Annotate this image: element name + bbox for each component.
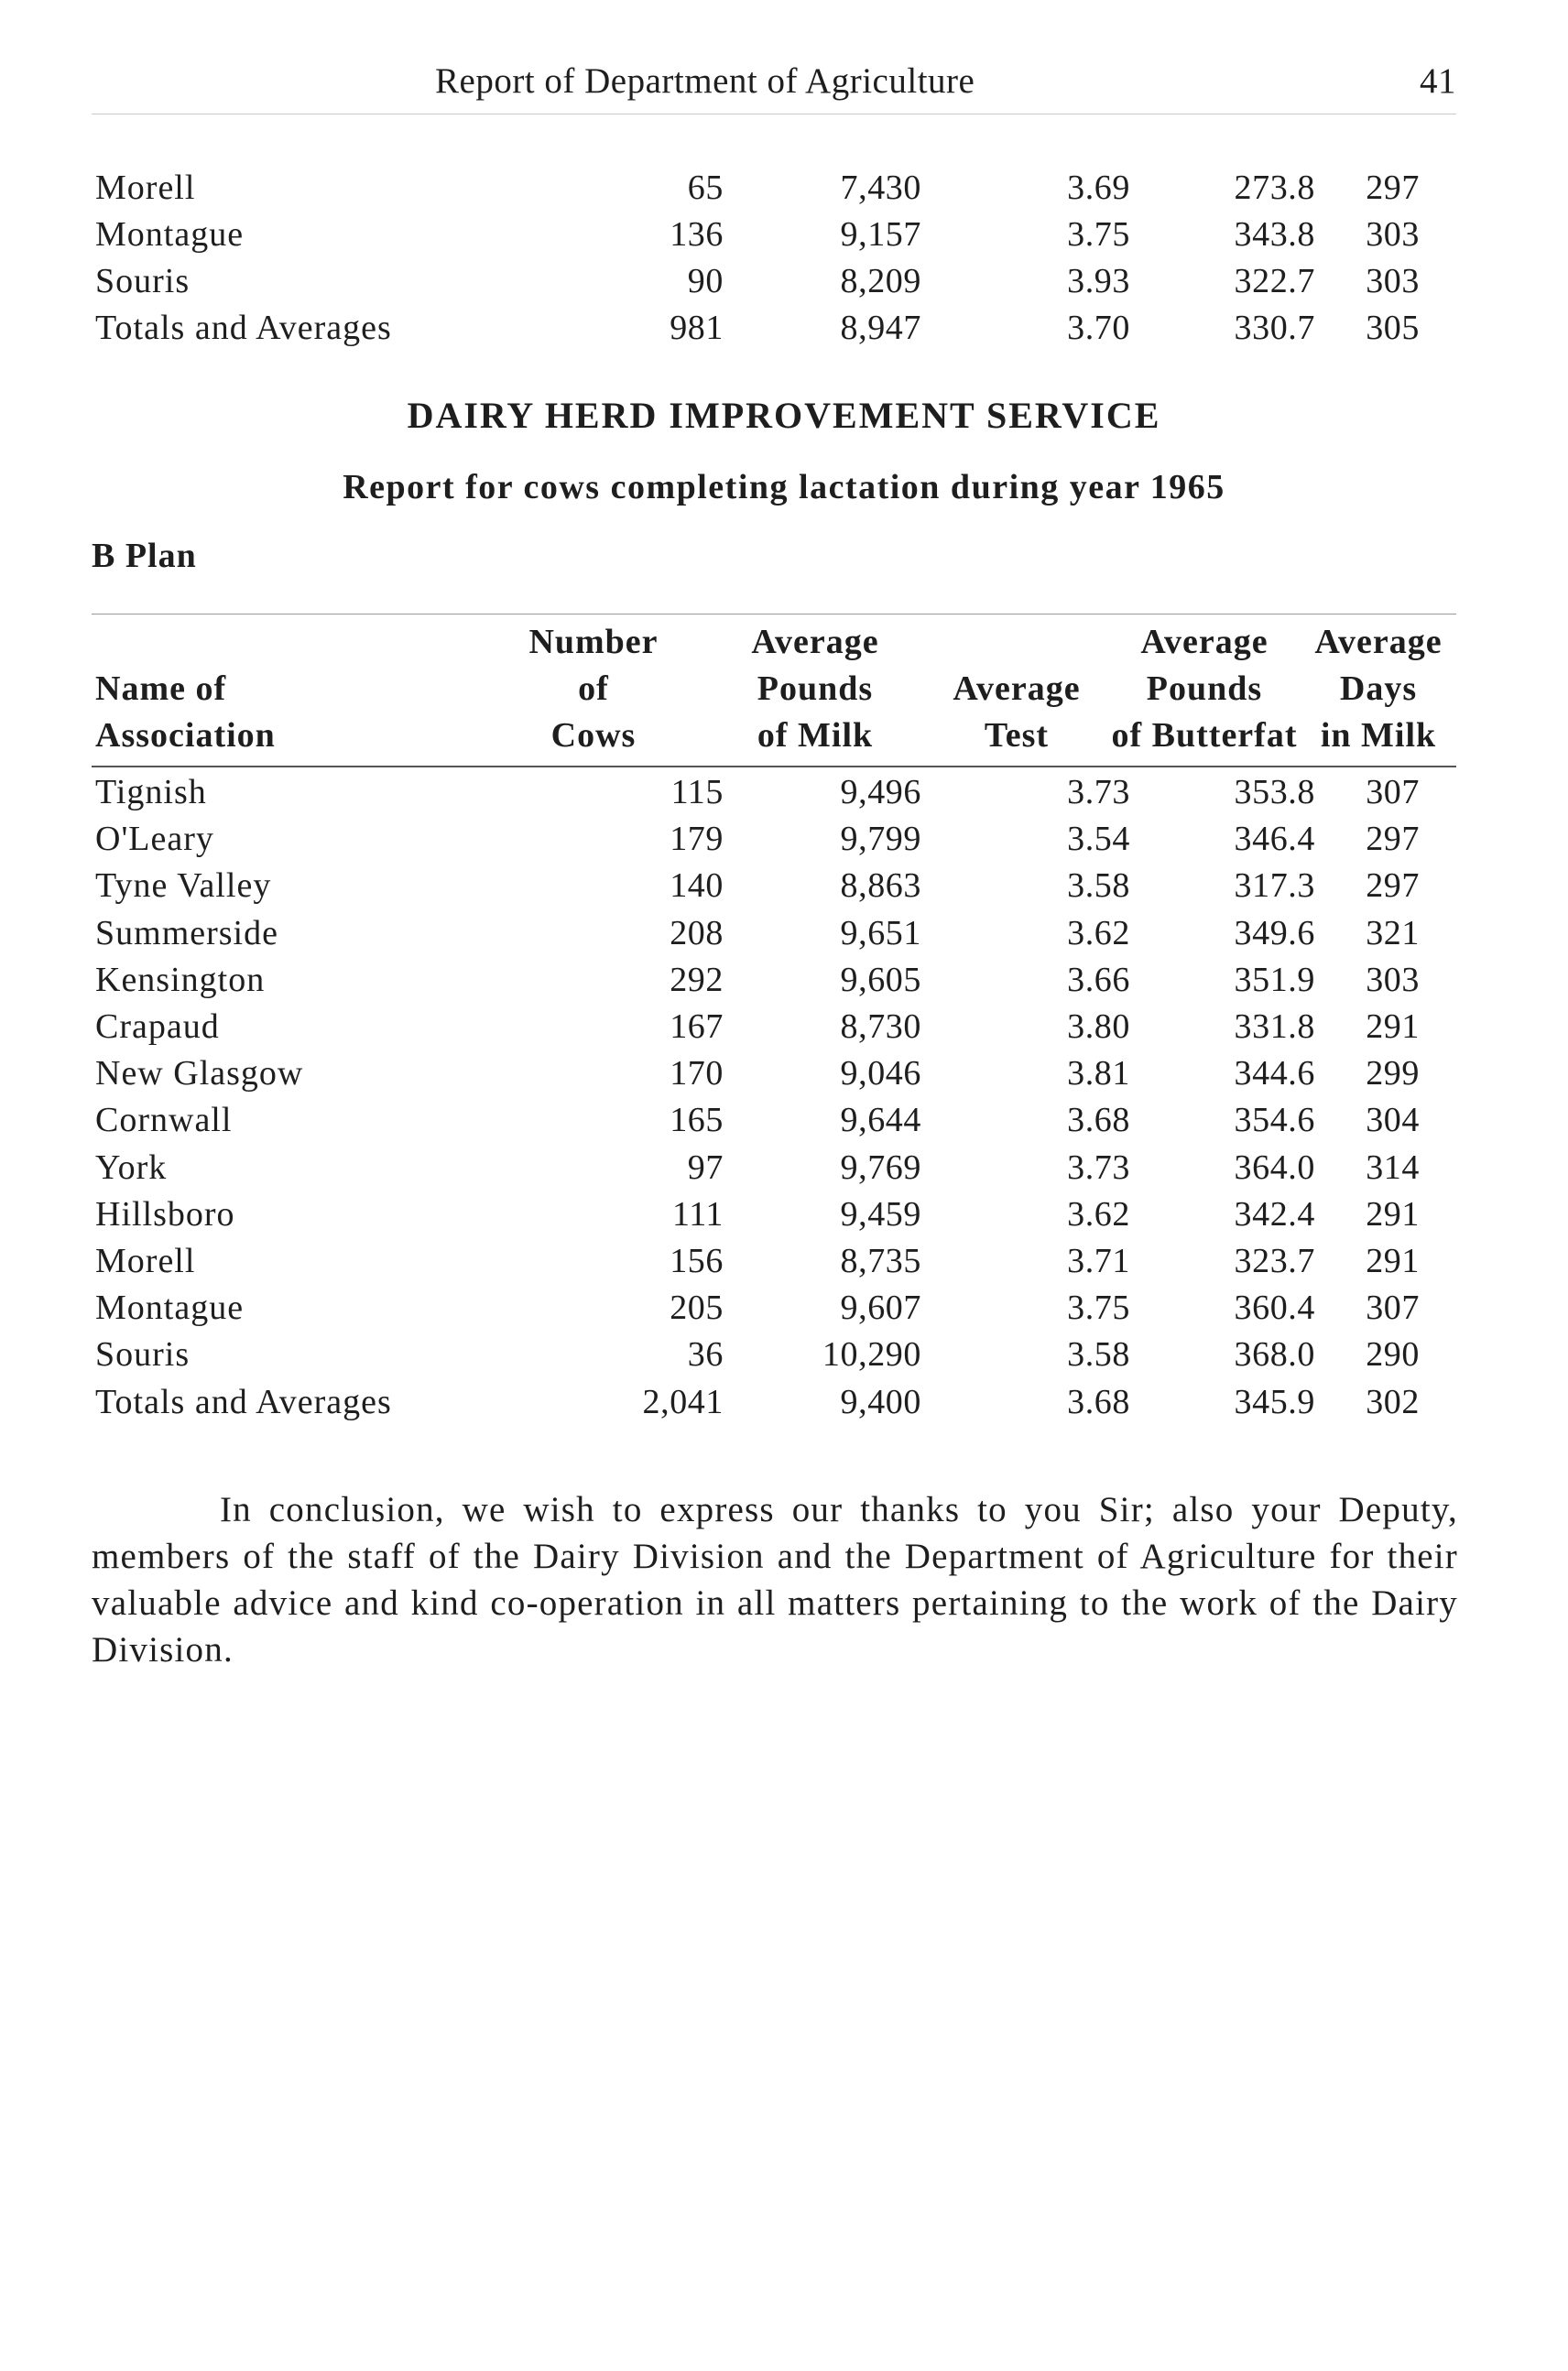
cows-count: 115 [670, 773, 724, 811]
avg-test: 3.58 [1067, 866, 1130, 906]
cows-count: 205 [670, 1289, 724, 1328]
header-days-line: Days [1339, 669, 1418, 708]
avg-butterfat: 351.9 [1234, 960, 1315, 999]
association-name: Souris [95, 1335, 191, 1375]
table-row [92, 165, 1456, 211]
table-row [92, 1004, 1456, 1050]
header-butterfat-line: Average [1140, 623, 1269, 661]
association-name: Tyne Valley [95, 866, 272, 906]
avg-milk: 8,730 [840, 1007, 921, 1046]
conclusion-paragraph: In conclusion, we wish to express our thanks to you Sir; also your Deputy, members of the staff of the Dairy Division and the Department of Agriculture for their valuable advice and kind co-operation in all matters pertaining to the work of the Dairy Division. [92, 1490, 1458, 1669]
table-row [92, 816, 1456, 862]
header-cows-line: of [578, 669, 609, 708]
header-days-line: in Milk [1320, 716, 1437, 755]
avg-butterfat: 346.4 [1234, 820, 1315, 859]
avg-days: 321 [1366, 913, 1420, 952]
cows-count: 97 [687, 1147, 724, 1187]
avg-test: 3.93 [1067, 262, 1130, 300]
avg-milk: 9,046 [840, 1054, 921, 1093]
column-headers [92, 619, 1456, 764]
table-row [92, 258, 1456, 304]
avg-milk: 9,459 [840, 1194, 921, 1234]
avg-milk: 9,799 [840, 820, 921, 859]
table-row [92, 1145, 1456, 1191]
totals-row [92, 305, 1456, 351]
association-name: Montague [95, 215, 245, 254]
avg-test: 3.54 [1067, 820, 1130, 859]
cows-count: 165 [670, 1101, 724, 1140]
header-cows-line: Cows [550, 716, 637, 755]
header-bottom-rule [92, 766, 1456, 767]
avg-test: 3.73 [1067, 773, 1130, 811]
avg-days: 304 [1366, 1101, 1420, 1140]
header-milk-line: Average [751, 623, 879, 661]
cows-count: 90 [687, 262, 724, 300]
cows-count: 981 [670, 309, 724, 347]
association-name: New Glasgow [95, 1054, 304, 1093]
avg-test: 3.73 [1067, 1147, 1130, 1187]
association-name: Cornwall [95, 1101, 233, 1140]
page-number: 41 [1420, 61, 1456, 101]
association-name: Morell [95, 169, 196, 207]
association-name: York [95, 1147, 168, 1187]
table-row [92, 863, 1456, 908]
avg-milk: 9,605 [840, 960, 921, 999]
avg-days: 305 [1366, 309, 1420, 347]
avg-milk: 9,400 [840, 1382, 921, 1421]
avg-test: 3.71 [1067, 1242, 1130, 1280]
table-row [92, 769, 1456, 815]
section-title: DAIRY HERD IMPROVEMENT SERVICE [407, 395, 1161, 436]
avg-milk: 8,863 [840, 866, 921, 906]
table-row [92, 1097, 1456, 1143]
avg-milk: 9,157 [840, 215, 921, 254]
avg-test: 3.68 [1067, 1101, 1130, 1140]
header-name-line: Name of [95, 669, 227, 708]
cows-count: 156 [670, 1242, 724, 1280]
association-name: Morell [95, 1242, 196, 1280]
table-row [92, 1050, 1456, 1096]
running-head-title: Report of Department of Agriculture [435, 61, 975, 101]
cows-count: 36 [687, 1335, 724, 1375]
cows-count: 208 [670, 913, 724, 952]
avg-milk: 9,496 [840, 773, 921, 811]
association-name: Summerside [95, 913, 278, 952]
avg-butterfat: 353.8 [1234, 773, 1315, 811]
avg-milk: 9,651 [840, 913, 921, 952]
avg-test: 3.68 [1067, 1382, 1130, 1421]
avg-days: 291 [1366, 1242, 1420, 1280]
cows-count: 170 [670, 1054, 724, 1093]
association-name: Hillsboro [95, 1194, 235, 1234]
association-name: Totals and Averages [95, 309, 392, 347]
cows-count: 140 [670, 866, 724, 906]
avg-butterfat: 331.8 [1234, 1007, 1315, 1046]
cows-count: 65 [687, 169, 724, 207]
header-butterfat-line: Pounds [1146, 669, 1263, 708]
avg-butterfat: 354.6 [1234, 1101, 1315, 1140]
avg-milk: 7,430 [840, 169, 921, 207]
avg-butterfat: 344.6 [1234, 1054, 1315, 1093]
avg-butterfat: 317.3 [1234, 866, 1315, 906]
avg-test: 3.58 [1067, 1335, 1130, 1375]
table-row [92, 910, 1456, 956]
avg-butterfat: 349.6 [1234, 913, 1315, 952]
table-row [92, 957, 1456, 1003]
table-row [92, 1332, 1456, 1377]
avg-days: 303 [1366, 960, 1420, 999]
avg-test: 3.70 [1067, 309, 1130, 347]
association-name: Tignish [95, 773, 207, 811]
avg-days: 297 [1366, 820, 1420, 859]
cows-count: 111 [672, 1194, 724, 1234]
avg-test: 3.62 [1067, 913, 1130, 952]
avg-days: 291 [1366, 1007, 1420, 1046]
table-row [92, 1191, 1456, 1237]
avg-butterfat: 360.4 [1234, 1289, 1315, 1328]
association-name: Montague [95, 1289, 245, 1328]
header-days-line: Average [1314, 623, 1443, 661]
header-test-line: Average [953, 669, 1081, 708]
avg-days: 302 [1366, 1382, 1420, 1421]
header-butterfat-line: of Butterfat [1111, 716, 1298, 755]
avg-days: 299 [1366, 1054, 1420, 1093]
avg-milk: 8,735 [840, 1242, 921, 1280]
plan-label: B Plan [92, 537, 197, 575]
avg-milk: 9,769 [840, 1147, 921, 1187]
avg-butterfat: 364.0 [1234, 1147, 1315, 1187]
header-cows-line: Number [528, 623, 659, 661]
avg-butterfat: 343.8 [1234, 215, 1315, 254]
avg-milk: 10,290 [822, 1335, 921, 1375]
avg-butterfat: 345.9 [1234, 1382, 1315, 1421]
association-name: Souris [95, 262, 191, 300]
header-milk-line: of Milk [757, 716, 874, 755]
avg-butterfat: 273.8 [1234, 169, 1315, 207]
avg-test: 3.81 [1067, 1054, 1130, 1093]
avg-butterfat: 330.7 [1234, 309, 1315, 347]
avg-days: 290 [1366, 1335, 1420, 1375]
header-milk-line: Pounds [757, 669, 874, 708]
avg-butterfat: 342.4 [1234, 1194, 1315, 1234]
section-subtitle: Report for cows completing lactation during year 1965 [343, 468, 1225, 506]
avg-days: 297 [1366, 169, 1420, 207]
association-name: Crapaud [95, 1007, 220, 1046]
avg-butterfat: 323.7 [1234, 1242, 1315, 1280]
avg-days: 314 [1366, 1147, 1420, 1187]
table-row [92, 1285, 1456, 1331]
cows-count: 2,041 [642, 1382, 724, 1421]
running-head [92, 60, 1456, 108]
avg-test: 3.62 [1067, 1194, 1130, 1234]
avg-milk: 9,607 [840, 1289, 921, 1328]
avg-test: 3.75 [1067, 1289, 1130, 1328]
avg-days: 307 [1366, 1289, 1420, 1328]
avg-days: 303 [1366, 262, 1420, 300]
avg-days: 303 [1366, 215, 1420, 254]
avg-days: 297 [1366, 866, 1420, 906]
avg-days: 307 [1366, 773, 1420, 811]
avg-days: 291 [1366, 1194, 1420, 1234]
header-name-line: Association [95, 716, 276, 755]
avg-butterfat: 368.0 [1234, 1335, 1315, 1375]
avg-butterfat: 322.7 [1234, 262, 1315, 300]
avg-milk: 8,947 [840, 309, 921, 347]
avg-milk: 9,644 [840, 1101, 921, 1140]
cows-count: 179 [670, 820, 724, 859]
table-row [92, 212, 1456, 257]
avg-milk: 8,209 [840, 262, 921, 300]
association-name: O'Leary [95, 820, 214, 859]
avg-test: 3.75 [1067, 215, 1130, 254]
header-test-line: Test [984, 716, 1050, 755]
avg-test: 3.66 [1067, 960, 1130, 999]
cows-count: 167 [670, 1007, 724, 1046]
association-name: Totals and Averages [95, 1382, 392, 1421]
association-name: Kensington [95, 960, 266, 999]
cows-count: 136 [670, 215, 724, 254]
cows-count: 292 [670, 960, 724, 999]
totals-row [92, 1379, 1456, 1425]
table-top-rule [92, 614, 1456, 615]
avg-test: 3.80 [1067, 1007, 1130, 1046]
avg-test: 3.69 [1067, 169, 1130, 207]
table-row [92, 1238, 1456, 1284]
